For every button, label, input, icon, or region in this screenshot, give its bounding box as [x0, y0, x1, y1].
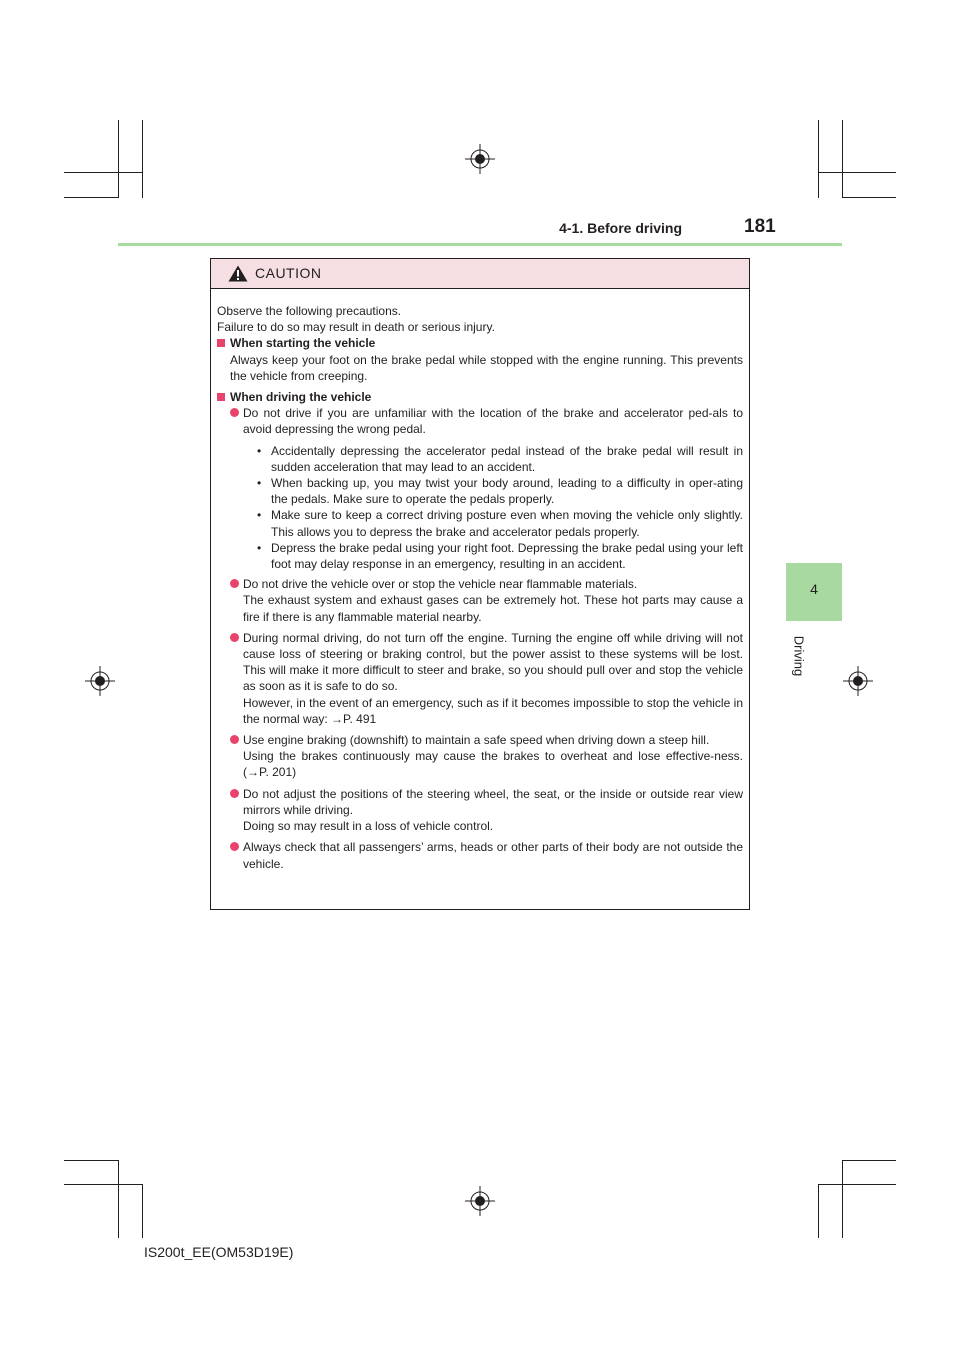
chapter-label: Driving — [791, 635, 807, 677]
registration-mark-icon — [465, 1186, 495, 1216]
sub-list-item: • Accidentally depressing the accelerator pedal instead of the brake pedal will result in sudden acceleration that may lead to an accident. — [257, 443, 743, 474]
chapter-label-wrap — [784, 630, 814, 682]
round-bullet-icon — [230, 633, 239, 642]
round-bullet-icon — [230, 735, 239, 744]
crop-mark — [818, 1184, 896, 1185]
crop-mark — [142, 120, 143, 198]
crop-mark — [818, 172, 896, 173]
crop-mark — [64, 197, 118, 198]
crop-mark — [64, 1160, 118, 1161]
crop-mark — [818, 1184, 819, 1238]
page-number: 181 — [744, 216, 776, 237]
list-item: Do not drive if you are unfamiliar with the location of the brake and accelerator ped-als to avoid depressing the wrong pedal. — [217, 405, 743, 437]
chapter-tab — [786, 563, 842, 621]
caution-box — [210, 258, 750, 910]
crop-mark — [842, 1160, 843, 1238]
crop-mark — [142, 1184, 143, 1238]
sub-list — [217, 443, 743, 573]
header-divider — [118, 243, 842, 246]
list-item: Do not adjust the positions of the steering wheel, the seat, or the inside or outside rear view mirrors while driving. Doing so may result in a loss of vehicle control. — [217, 786, 743, 835]
chapter-number: 4 — [810, 581, 818, 597]
sub-list-item: • Make sure to keep a correct driving posture even when moving the vehicle only slightly. This allows you to depress the brake and accelerator pedals properly. — [257, 508, 743, 539]
crop-mark — [818, 120, 819, 198]
round-bullet-icon — [230, 579, 239, 588]
crop-mark — [842, 1160, 896, 1161]
warning-triangle-icon — [228, 265, 248, 282]
crop-mark — [118, 120, 119, 198]
registration-mark-icon — [843, 666, 873, 696]
crop-mark — [118, 1160, 119, 1238]
sub-list-item: • When backing up, you may twist your body around, leading to a difficulty in oper-ating the pedals. Make sure to operate the pedals properly. — [257, 476, 743, 507]
caution-body — [211, 289, 749, 872]
list-item: Do not drive the vehicle over or stop the vehicle near flammable materials. The exhaust system and exhaust gases can be extremely hot. These hot parts may cause a fire if there is any flammable material nearby. — [217, 576, 743, 625]
crop-mark — [64, 172, 142, 173]
round-bullet-icon — [230, 408, 239, 417]
registration-mark-icon — [465, 144, 495, 174]
list-item: Always check that all passengers’ arms, heads or other parts of their body are not outside the vehicle. — [217, 839, 743, 871]
document-code: IS200t_EE(OM53D19E) — [144, 1244, 294, 1260]
crop-mark — [842, 120, 843, 198]
list-item: During normal driving, do not turn off the engine. Turning the engine off while driving will not cause loss of steering or braking control, but the power assist to these systems will be lost. This will make it more difficult to steer and brake, so you should pull over and stop the vehicle as soon as it is safe to do so. However, in the event of an emergency, such as if it becomes impossible to stop the vehicle in the normal way: →P. 491 — [217, 630, 743, 727]
list-item: Use engine braking (downshift) to maintain a safe speed when driving down a steep hill. Using the brakes continuously may cause the brakes to overheat and lose effective-ness. (→P. 201) — [217, 732, 743, 781]
section-title: 4-1. Before driving — [559, 220, 682, 236]
registration-mark-icon — [85, 666, 115, 696]
round-bullet-icon — [230, 789, 239, 798]
round-bullet-icon — [230, 842, 239, 851]
crop-mark — [842, 197, 896, 198]
caution-title: CAUTION — [255, 265, 322, 281]
section-heading: When driving the vehicle — [217, 389, 743, 405]
crop-mark — [64, 1184, 142, 1185]
square-bullet-icon — [217, 393, 225, 401]
sub-list-item: • Depress the brake pedal using your right foot. Depressing the brake pedal using your left foot may delay response in an emergency, resulting in an accident. — [257, 540, 743, 572]
square-bullet-icon — [217, 339, 225, 347]
caution-header — [211, 259, 749, 289]
intro-line: Observe the following precautions. — [217, 304, 402, 318]
intro-line: Failure to do so may result in death or serious injury. — [217, 320, 495, 335]
paragraph: Always keep your foot on the brake pedal while stopped with the engine running. This prevents the vehicle from creeping. — [230, 352, 743, 383]
section-heading: When starting the vehicle — [217, 335, 743, 351]
